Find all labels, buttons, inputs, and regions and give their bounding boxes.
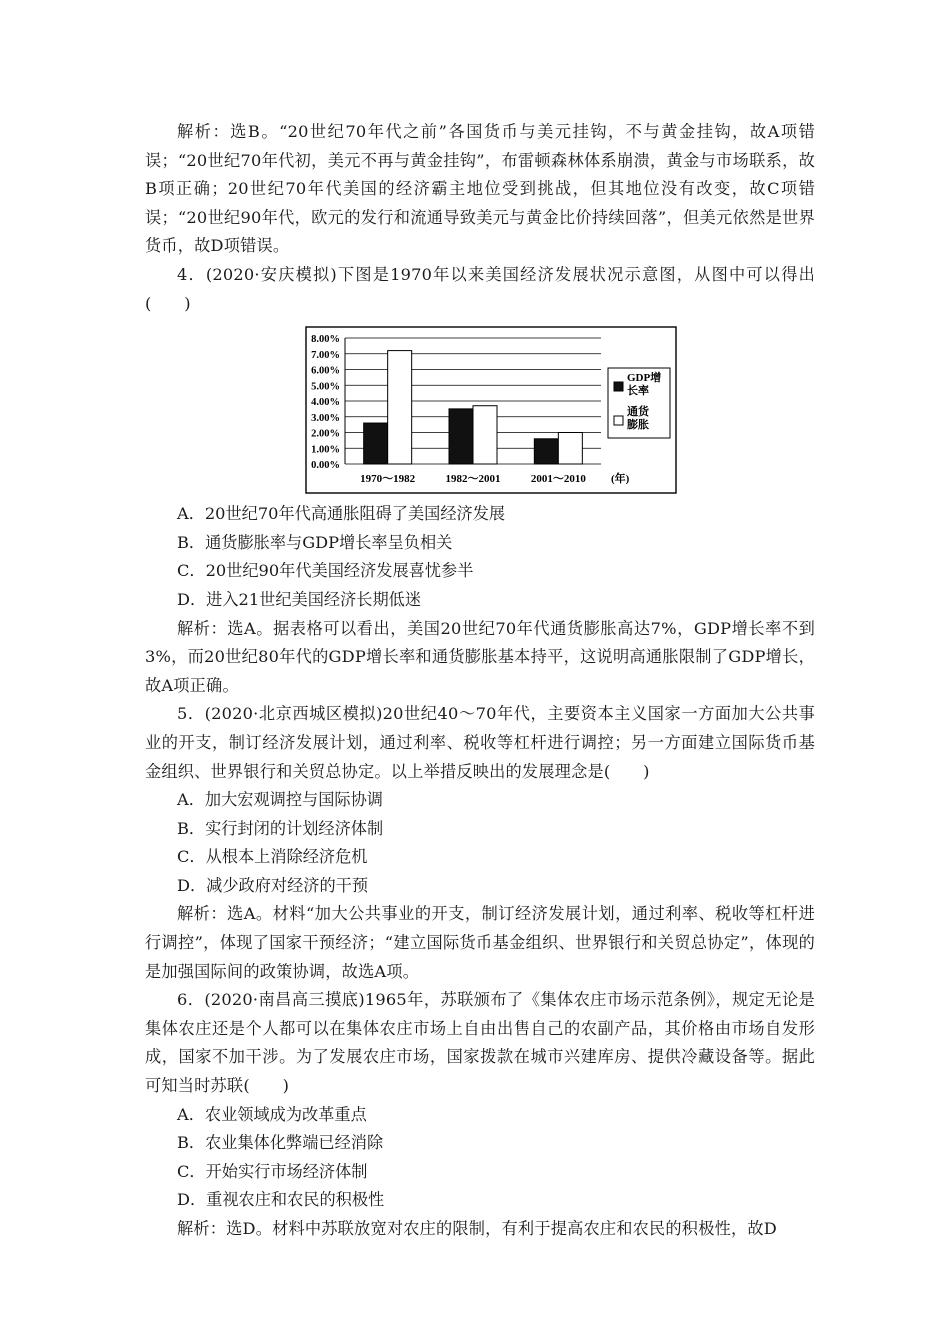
x-tick-label: 1982～2001 bbox=[445, 473, 501, 486]
q4-chart-area bbox=[145, 318, 815, 500]
legend-label: 长率 bbox=[627, 385, 649, 398]
x-tick-label: 2001～2010 bbox=[530, 473, 586, 486]
q5-option-b: B．实行封闭的计划经济体制 bbox=[177, 818, 384, 838]
legend-label: 膨胀 bbox=[627, 419, 649, 432]
x-tick-label: 1970～1982 bbox=[360, 473, 416, 486]
q6-option-a: A．农业领域成为改革重点 bbox=[177, 1104, 367, 1124]
bar bbox=[558, 433, 582, 465]
q5-option-a: A．加大宏观调控与国际协调 bbox=[177, 790, 383, 810]
legend-swatch bbox=[614, 416, 623, 425]
y-tick-label: 1.00% bbox=[311, 444, 340, 456]
q4-analysis: 解析：选A。据表格可以看出，美国20世纪70年代通货膨胀高达7%，GDP增长率不到3%，而20世纪80年代的GDP增长率和通货膨胀基本持平，这说明高通胀限制了GDP增长，故A项正确。 bbox=[145, 618, 815, 695]
legend-label: 通货 bbox=[627, 406, 649, 419]
document-page bbox=[145, 118, 815, 1244]
bar bbox=[449, 409, 473, 464]
q4-option-d: D．进入21世纪美国经济长期低迷 bbox=[177, 589, 422, 609]
bar bbox=[388, 351, 412, 464]
q5-option-c: C．从根本上消除经济危机 bbox=[177, 847, 368, 867]
legend-label: GDP增 bbox=[627, 372, 662, 385]
y-tick-label: 7.00% bbox=[311, 349, 340, 361]
q6-option-c: C．开始实行市场经济体制 bbox=[177, 1161, 368, 1181]
q4-option-b: B．通货膨胀率与GDP增长率呈负相关 bbox=[177, 532, 453, 552]
x-axis-unit: (年) bbox=[611, 473, 630, 486]
y-tick-label: 5.00% bbox=[311, 381, 340, 393]
q5-option-d: D．减少政府对经济的干预 bbox=[177, 875, 369, 895]
y-tick-label: 6.00% bbox=[311, 365, 340, 377]
prev-analysis: 解析：选B。“20世纪70年代之前”各国货币与美元挂钩，不与黄金挂钩，故A项错误；“20世纪70年代初，美元不再与黄金挂钩”，布雷顿森林体系崩溃，黄金与市场联系，故B项正确；20世纪70年代美国的经济霸主地位受到挑战，但其地位没有改变，故C项错误；“20世纪90年代，欧元的发行和流通导致美元与黄金比价持续回落”，但美元依然是世界货币，故D项错误。 bbox=[145, 122, 815, 256]
q4-option-a: A．20世纪70年代高通胀阻碍了美国经济发展 bbox=[177, 504, 506, 524]
y-tick-label: 4.00% bbox=[311, 397, 340, 409]
q4-stem: 4．(2020·安庆模拟)下图是1970年以来美国经济发展状况示意图，从图中可以得出( ) bbox=[145, 264, 815, 313]
q5-analysis: 解析：选A。材料“加大公共事业的开支，制订经济发展计划，通过利率、税收等杠杆进行调控”，体现了国家干预经济；“建立国际货币基金组织、世界银行和关贸总协定”，体现的是加强国际间的政策协调，故选A项。 bbox=[145, 904, 815, 981]
bar bbox=[364, 423, 388, 464]
q6-stem: 6．(2020·南昌高三摸底)1965年，苏联颁布了《集体农庄市场示范条例》，规定无论是集体农庄还是个人都可以在集体农庄市场上自由出售自己的农副产品，其价格由市场自发形成，国家不加干涉。为了发展农庄市场，国家拨款在城市兴建库房、提供冷藏设备等。据此可知当时苏联( ) bbox=[145, 990, 815, 1096]
q4-option-c: C．20世纪90年代美国经济发展喜忧参半 bbox=[177, 561, 474, 581]
bar bbox=[473, 406, 497, 464]
bar bbox=[534, 439, 558, 464]
q4-bar-chart bbox=[305, 326, 677, 494]
y-tick-label: 3.00% bbox=[311, 412, 340, 424]
q6-option-b: B．农业集体化弊端已经消除 bbox=[177, 1133, 384, 1153]
y-tick-label: 8.00% bbox=[311, 334, 340, 346]
y-tick-label: 2.00% bbox=[311, 428, 340, 440]
q6-option-d: D．重视农庄和农民的积极性 bbox=[177, 1190, 385, 1210]
y-tick-label: 0.00% bbox=[311, 460, 340, 472]
legend-swatch bbox=[614, 382, 623, 391]
q6-analysis: 解析：选D。材料中苏联放宽对农庄的限制，有利于提高农庄和农民的积极性，故D bbox=[177, 1219, 777, 1238]
q5-stem: 5．(2020·北京西城区模拟)20世纪40～70年代，主要资本主义国家一方面加大公共事业的开支，制订经济发展计划，通过利率、税收等杠杆进行调控；另一方面建立国际货币基金组织、世界银行和关贸总协定。以上举措反映出的发展理念是( ) bbox=[145, 704, 815, 781]
